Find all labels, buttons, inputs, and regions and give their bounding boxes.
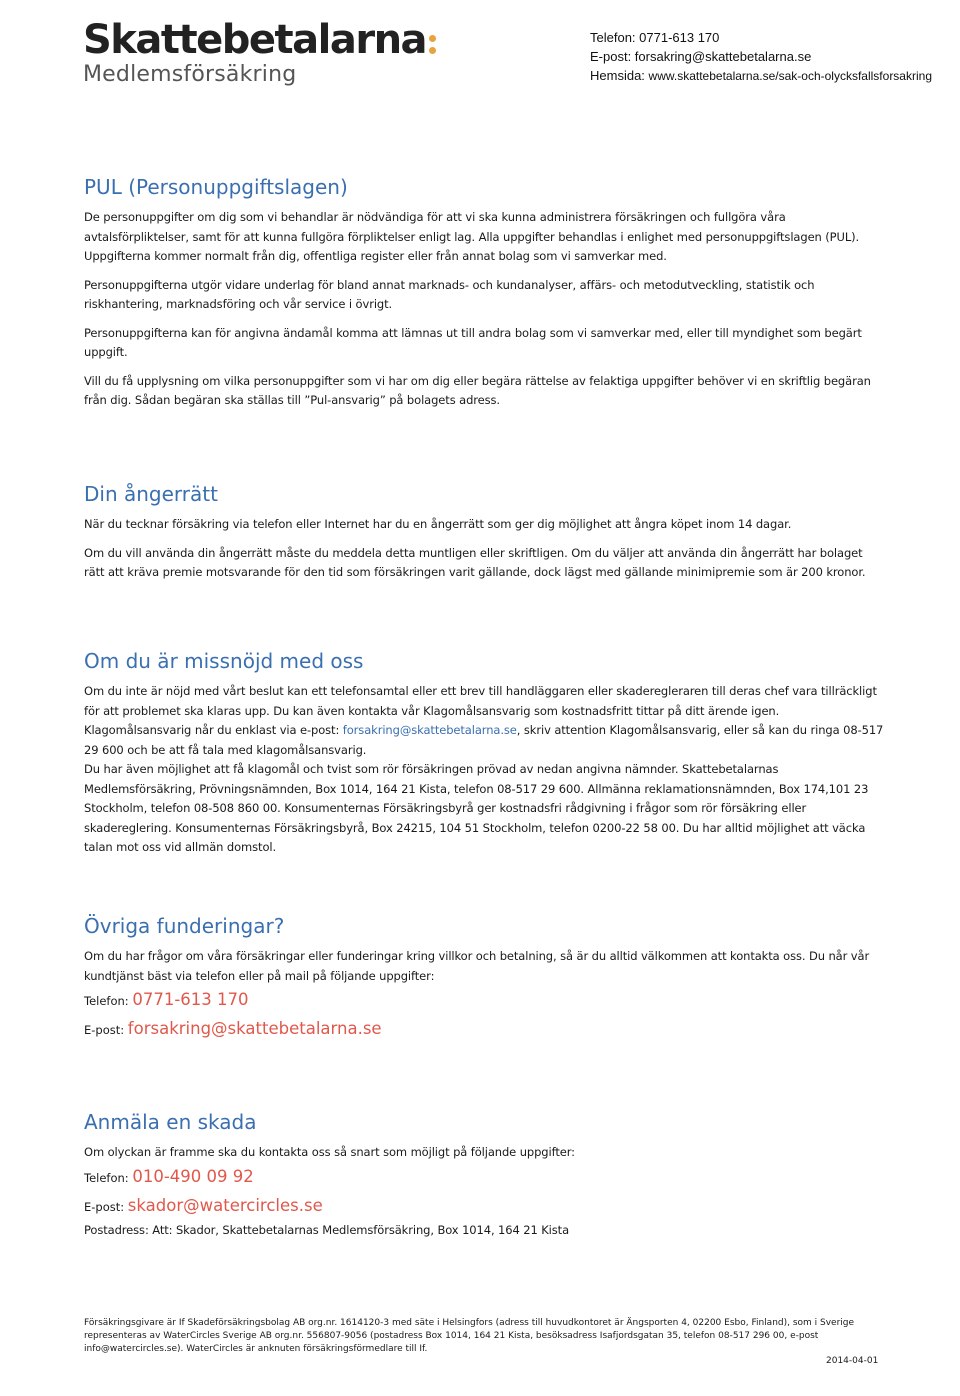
section-missnojd [84, 648, 884, 858]
section-ovriga [84, 913, 884, 1044]
skada-phone-line: Telefon: 010-490 09 92 [84, 1166, 254, 1186]
section-skada [84, 1109, 884, 1240]
heading-skada: Anmäla en skada [84, 1110, 257, 1134]
ovriga-paragraph-1: Om du har frågor om våra försäkringar eller funderingar kring villkor och betalning, så är du alltid välkommen att kontakta oss. Du når vår kundtjänst bäst via telefon eller på mail på följande uppgifter: [84, 949, 870, 983]
logo-subtitle: Medlemsförsäkring [83, 62, 297, 87]
missnojd-paragraph-2: Du har även möjlighet att få klagomål och tvist som rör försäkringen prövad av nedan angivna nämnder. Skattebetalarnas Medlemsförsäkring, Prövningsnämnden, Box 1014, 164 21 Kista, telefon 08-517 29 600. Allmänna reklamationsnämnden, Box 174,101 23 Stockholm, telefon 08-508 860 00. Konsumenternas Försäkringsbyrå ger kostnadsfri rådgivning i frågor som rör försäkring eller skadereglering. Konsumenternas Försäkringsbyrå, Box 24215, 104 51 Stockholm, telefon 0200-22 58 00. Du har alltid möjlighet att väcka talan mot oss vid allmän domstol. [84, 762, 869, 854]
complaints-email-link[interactable]: forsakring@skattebetalarna.se [342, 723, 517, 737]
section-angerratt [84, 481, 884, 583]
pul-paragraph-3: Personuppgifterna kan för angivna ändamål komma att lämnas ut till andra bolag som vi samverkar med, eller till myndighet som begärt uppgift. [84, 325, 862, 359]
heading-angerratt: Din ångerrätt [84, 482, 218, 506]
ovriga-email-link[interactable]: forsakring@skattebetalarna.se [127, 1019, 382, 1038]
ovriga-email-line: E-post: forsakring@skattebetalarna.se [84, 1019, 382, 1038]
ovriga-phone-line: Telefon: 0771-613 170 [84, 990, 249, 1009]
angerratt-paragraph-1: När du tecknar försäkring via telefon eller Internet har du en ångerrätt som ger dig möjlighet att ångra köpet inom 14 dagar. [84, 517, 792, 531]
section-pul [84, 174, 884, 411]
header-phone: Telefon: 0771-613 170 [590, 30, 720, 45]
skada-email-link[interactable]: skador@watercircles.se [127, 1195, 323, 1215]
header-website[interactable]: Hemsida: www.skattebetalarna.se/sak-och-olycksfallsforsakring [590, 68, 932, 83]
ovriga-phone-link[interactable]: 0771-613 170 [132, 990, 249, 1009]
skada-paragraph-1: Om olyckan är framme ska du kontakta oss så snart som möjligt på följande uppgifter: [84, 1145, 575, 1159]
heading-missnojd: Om du är missnöjd med oss [84, 649, 364, 673]
pul-paragraph-2: Personuppgifterna utgör vidare underlag för bland annat marknads- och kundanalyser, affärs- och metodutveckling, statistik och riskhantering, marknadsföring och vår service i övrigt. [84, 277, 815, 311]
angerratt-paragraph-2: Om du vill använda din ångerrätt måste du meddela detta muntligen eller skriftligen. Om du väljer att använda din ångerrätt har bolaget rätt att kräva premie motsvarande för den tid som försäkringen varit gällande, dock lägst med gällande minimipremie som är 200 kronor. [84, 545, 866, 579]
pul-paragraph-4: Vill du få upplysning om vilka personuppgifter som vi har om dig eller begära rättelse av felaktiga uppgifter behöver vi en skriftlig begäran från dig. Sådan begäran ska ställas till ”Pul-ansvarig” på bolagets adress. [84, 373, 871, 407]
missnojd-paragraph-1: Om du inte är nöjd med vårt beslut kan ett telefonsamtal eller ett brev till handläggaren eller skaderegleraren till deras chef vara tillräckligt för att problemet ska klaras upp. Du kan även kontakta vår Klagomålsansvarig som kostnadsfritt tittar på ditt ärende igen. Klagomålsansvarig når du enklast via e-post: forsakring@skattebetalarna.se, skriv attention Klagomålsansvarig, eller så kan du ringa 08-517 29 600 och be att få tala med klagomålsansvarig. [84, 684, 884, 757]
logo-wordmark: Skattebetalarna [83, 18, 428, 62]
company-logo [83, 18, 428, 90]
footer-date: 2014-04-01 [826, 1356, 879, 1366]
header-email[interactable]: E-post: forsakring@skattebetalarna.se [590, 49, 812, 64]
logo-colon-icon [429, 33, 437, 55]
header-contact [590, 28, 932, 86]
heading-ovriga: Övriga funderingar? [84, 914, 285, 938]
skada-email-line: E-post: skador@watercircles.se [84, 1195, 323, 1215]
skada-phone-link[interactable]: 010-490 09 92 [132, 1166, 254, 1186]
heading-pul: PUL (Personuppgiftslagen) [84, 175, 348, 199]
footer-text: Försäkringsgivare är If Skadeförsäkringsbolag AB org.nr. 1614120-3 med säte i Helsingfors (adress till huvudkontoret är Ängsporten 4, 02200 Esbo, Finland), som i Sverige representeras av WaterCircles Sverige AB org.nr. 556807-9056 (postadress Box 1014, 164 21 Kista, besöksadress Isafjordsgatan 35, telefon 08-517 296 00, e-post info@watercircles.se). WaterCircles är anknuten försäkringsförmedlare till If. [84, 1318, 855, 1354]
skada-address: Postadress: Att: Skador, Skattebetalarnas Medlemsförsäkring, Box 1014, 164 21 Kista [84, 1222, 570, 1237]
pul-paragraph-1: De personuppgifter om dig som vi behandlar är nödvändiga för att vi ska kunna administrera försäkringen och fullgöra våra avtalsförpliktelser, samt för att kunna fullgöra förpliktelser enligt lag. Alla uppgifter behandlas i enlighet med personuppgiftslagen (PUL). Uppgifterna kommer normalt från dig, offentliga register eller från annat bolag som vi samverkar med. [84, 210, 860, 263]
